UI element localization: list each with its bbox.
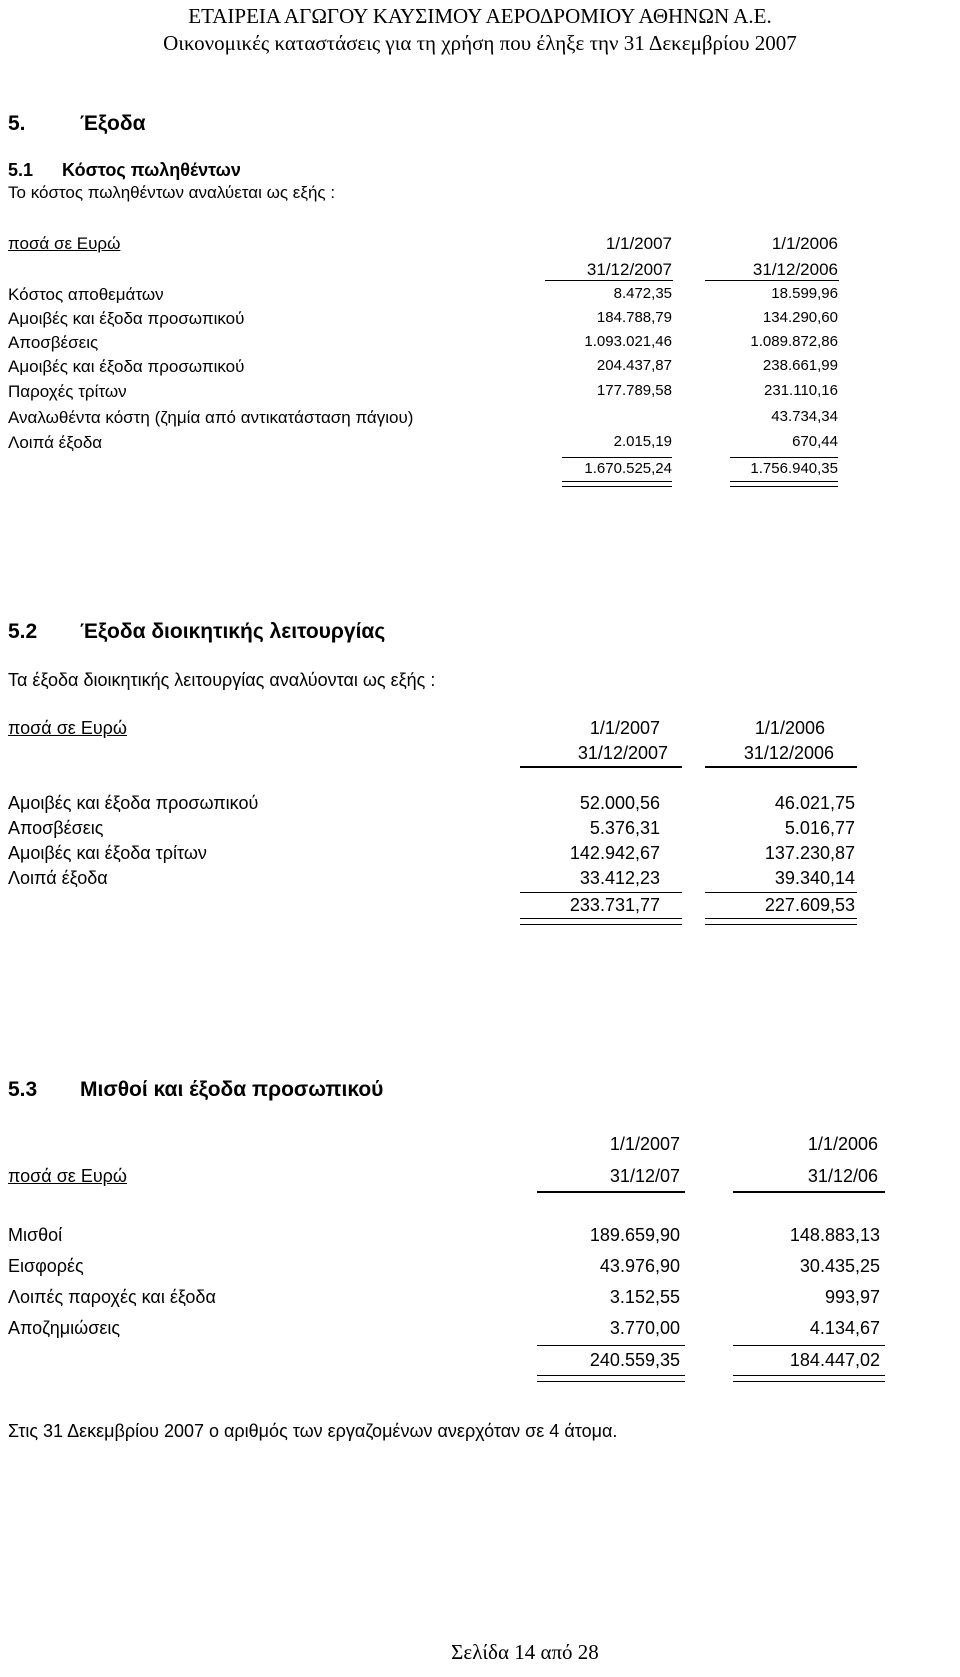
table-cell-2006: 238.661,99: [762, 357, 838, 374]
s53-col2-to: 31/12/06: [807, 1166, 878, 1186]
page-number: Σελίδα 14 από 28: [451, 1640, 599, 1664]
table-cell-2007: 43.976,90: [599, 1256, 680, 1276]
table-cell-2007: 5.376,31: [589, 818, 660, 838]
table-row-label: Εισφορές: [8, 1256, 84, 1276]
s51-intro: Το κόστος πωληθέντων αναλύεται ως εξής :: [8, 183, 336, 202]
document-subtitle: Οικονομικές καταστάσεις για τη χρήση που έληξε την 31 Δεκεμβρίου 2007: [163, 31, 797, 55]
table-cell-2007: 189.659,90: [589, 1225, 680, 1245]
s51-col2-header-rule: [705, 280, 839, 281]
table-cell-2006: 5.016,77: [784, 818, 855, 838]
s53-col1-from: 1/1/2007: [609, 1134, 680, 1154]
s53-col2-total-rule: [733, 1381, 885, 1382]
table-row-label: Αμοιβές και έξοδα τρίτων: [8, 843, 207, 863]
s53-col1-total-rule: [537, 1381, 685, 1382]
s51-col1-subtotal-rule: [562, 457, 672, 458]
s52-col1-total-rule: [520, 918, 682, 919]
table-row-label: Μισθοί: [8, 1225, 63, 1245]
s53-col2-from: 1/1/2006: [807, 1134, 878, 1154]
s51-number: 5.1: [8, 160, 34, 180]
s51-unit-label: ποσά σε Ευρώ: [8, 234, 121, 253]
s52-col1-to: 31/12/2007: [577, 743, 668, 763]
table-cell-2007: 177.789,58: [596, 382, 672, 399]
s52-unit-label: ποσά σε Ευρώ: [8, 718, 127, 738]
table-cell-2007: 184.788,79: [596, 309, 672, 326]
s53-title: Μισθοί και έξοδα προσωπικού: [80, 1078, 384, 1101]
table-cell-2007: 1.093.021,46: [584, 333, 672, 350]
s53-number: 5.3: [8, 1078, 38, 1101]
s51-col2-total-rule: [730, 481, 838, 482]
company-name: ΕΤΑΙΡΕΙΑ ΑΓΩΓΟΥ ΚΑΥΣΙΜΟΥ ΑΕΡΟΔΡΟΜΙΟΥ ΑΘΗΝΩΝ Α.Ε.: [188, 4, 772, 28]
s52-col2-header-rule: [705, 766, 857, 768]
table-cell-2007: 2.015,19: [613, 433, 672, 450]
s51-col2-subtotal-rule: [730, 457, 838, 458]
s53-col1-subtotal-rule: [537, 1345, 685, 1346]
table-row-label: Αποζημιώσεις: [8, 1318, 121, 1338]
s53-total-2007: 240.559,35: [589, 1350, 680, 1370]
s52-total-2007: 233.731,77: [569, 895, 660, 915]
s53-col1-to: 31/12/07: [609, 1166, 680, 1186]
table-row-label: Αμοιβές και έξοδα προσωπικού: [8, 309, 245, 328]
s51-col1-total-rule: [562, 486, 672, 487]
table-cell-2007: 142.942,67: [569, 843, 660, 863]
table-cell-2007: 3.152,55: [609, 1287, 680, 1307]
table-cell-2006: 18.599,96: [771, 285, 838, 302]
table-cell-2006: 134.290,60: [762, 309, 838, 326]
s53-col1-header-rule: [537, 1191, 685, 1193]
s53-total-2006: 184.447,02: [789, 1350, 880, 1370]
s52-col1-total-rule: [520, 924, 682, 925]
table-cell-2006: 148.883,13: [789, 1225, 880, 1245]
section-title: Έξοδα: [80, 112, 146, 135]
s51-col2-from: 1/1/2006: [771, 234, 838, 253]
s53-col2-subtotal-rule: [733, 1345, 885, 1346]
table-cell-2006: 43.734,34: [771, 408, 838, 425]
s51-col2-total-rule: [730, 486, 838, 487]
s51-col1-total-rule: [562, 481, 672, 482]
s51-col1-to: 31/12/2007: [586, 260, 672, 279]
table-cell-2006: 993,97: [824, 1287, 880, 1307]
table-cell-2007: 8.472,35: [613, 285, 672, 302]
s51-col2-to: 31/12/2006: [752, 260, 838, 279]
table-cell-2007: 204.437,87: [596, 357, 672, 374]
table-cell-2006: 670,44: [792, 433, 838, 450]
s52-col2-from: 1/1/2006: [754, 718, 825, 738]
s51-title: Κόστος πωληθέντων: [62, 160, 241, 180]
table-row-label: Παροχές τρίτων: [8, 382, 127, 401]
table-cell-2006: 39.340,14: [774, 868, 855, 888]
s53-col1-total-rule: [537, 1375, 685, 1376]
table-cell-2007: 33.412,23: [579, 868, 660, 888]
table-cell-2006: 137.230,87: [764, 843, 855, 863]
s51-col1-from: 1/1/2007: [605, 234, 672, 253]
table-row-label: Αμοιβές και έξοδα προσωπικού: [8, 793, 259, 813]
s53-unit-label: ποσά σε Ευρώ: [8, 1166, 127, 1186]
table-row-label: Αποσβέσεις: [8, 818, 104, 838]
s52-col2-subtotal-rule: [705, 892, 857, 893]
s52-col2-total-rule: [705, 918, 857, 919]
s51-total-2007: 1.670.525,24: [584, 460, 672, 477]
section-number: 5.: [8, 112, 26, 135]
s51-total-2006: 1.756.940,35: [750, 460, 838, 477]
s53-col2-header-rule: [733, 1191, 885, 1193]
s53-col2-total-rule: [733, 1375, 885, 1376]
table-cell-2006: 46.021,75: [774, 793, 855, 813]
s52-col2-to: 31/12/2006: [743, 743, 834, 763]
s52-number: 5.2: [8, 620, 38, 643]
table-row-label: Λοιπά έξοδα: [8, 433, 103, 452]
table-cell-2006: 231.110,16: [764, 382, 838, 399]
s51-col1-header-rule: [545, 280, 673, 281]
table-row-label: Αναλωθέντα κόστη (ζημία από αντικατάσταση πάγιου): [8, 408, 414, 427]
table-row-label: Αμοιβές και έξοδα προσωπικού: [8, 357, 245, 376]
table-cell-2006: 30.435,25: [799, 1256, 880, 1276]
s52-intro: Τα έξοδα διοικητικής λειτουργίας αναλύονται ως εξής :: [8, 670, 436, 690]
s52-col1-subtotal-rule: [520, 892, 682, 893]
table-cell-2006: 4.134,67: [809, 1318, 880, 1338]
table-row-label: Αποσβέσεις: [8, 333, 99, 352]
s53-employee-note: Στις 31 Δεκεμβρίου 2007 ο αριθμός των εργαζομένων ανερχόταν σε 4 άτομα.: [8, 1421, 618, 1441]
s52-title: Έξοδα διοικητικής λειτουργίας: [80, 620, 386, 643]
table-cell-2007: 52.000,56: [579, 793, 660, 813]
table-row-label: Λοιπές παροχές και έξοδα: [8, 1287, 216, 1307]
s52-col1-header-rule: [520, 766, 682, 768]
s52-total-2006: 227.609,53: [764, 895, 855, 915]
s52-col1-from: 1/1/2007: [589, 718, 660, 738]
table-cell-2006: 1.089.872,86: [750, 333, 838, 350]
table-row-label: Λοιπά έξοδα: [8, 868, 108, 888]
s52-col2-total-rule: [705, 924, 857, 925]
table-row-label: Κόστος αποθεμάτων: [8, 285, 164, 304]
table-cell-2007: 3.770,00: [609, 1318, 680, 1338]
